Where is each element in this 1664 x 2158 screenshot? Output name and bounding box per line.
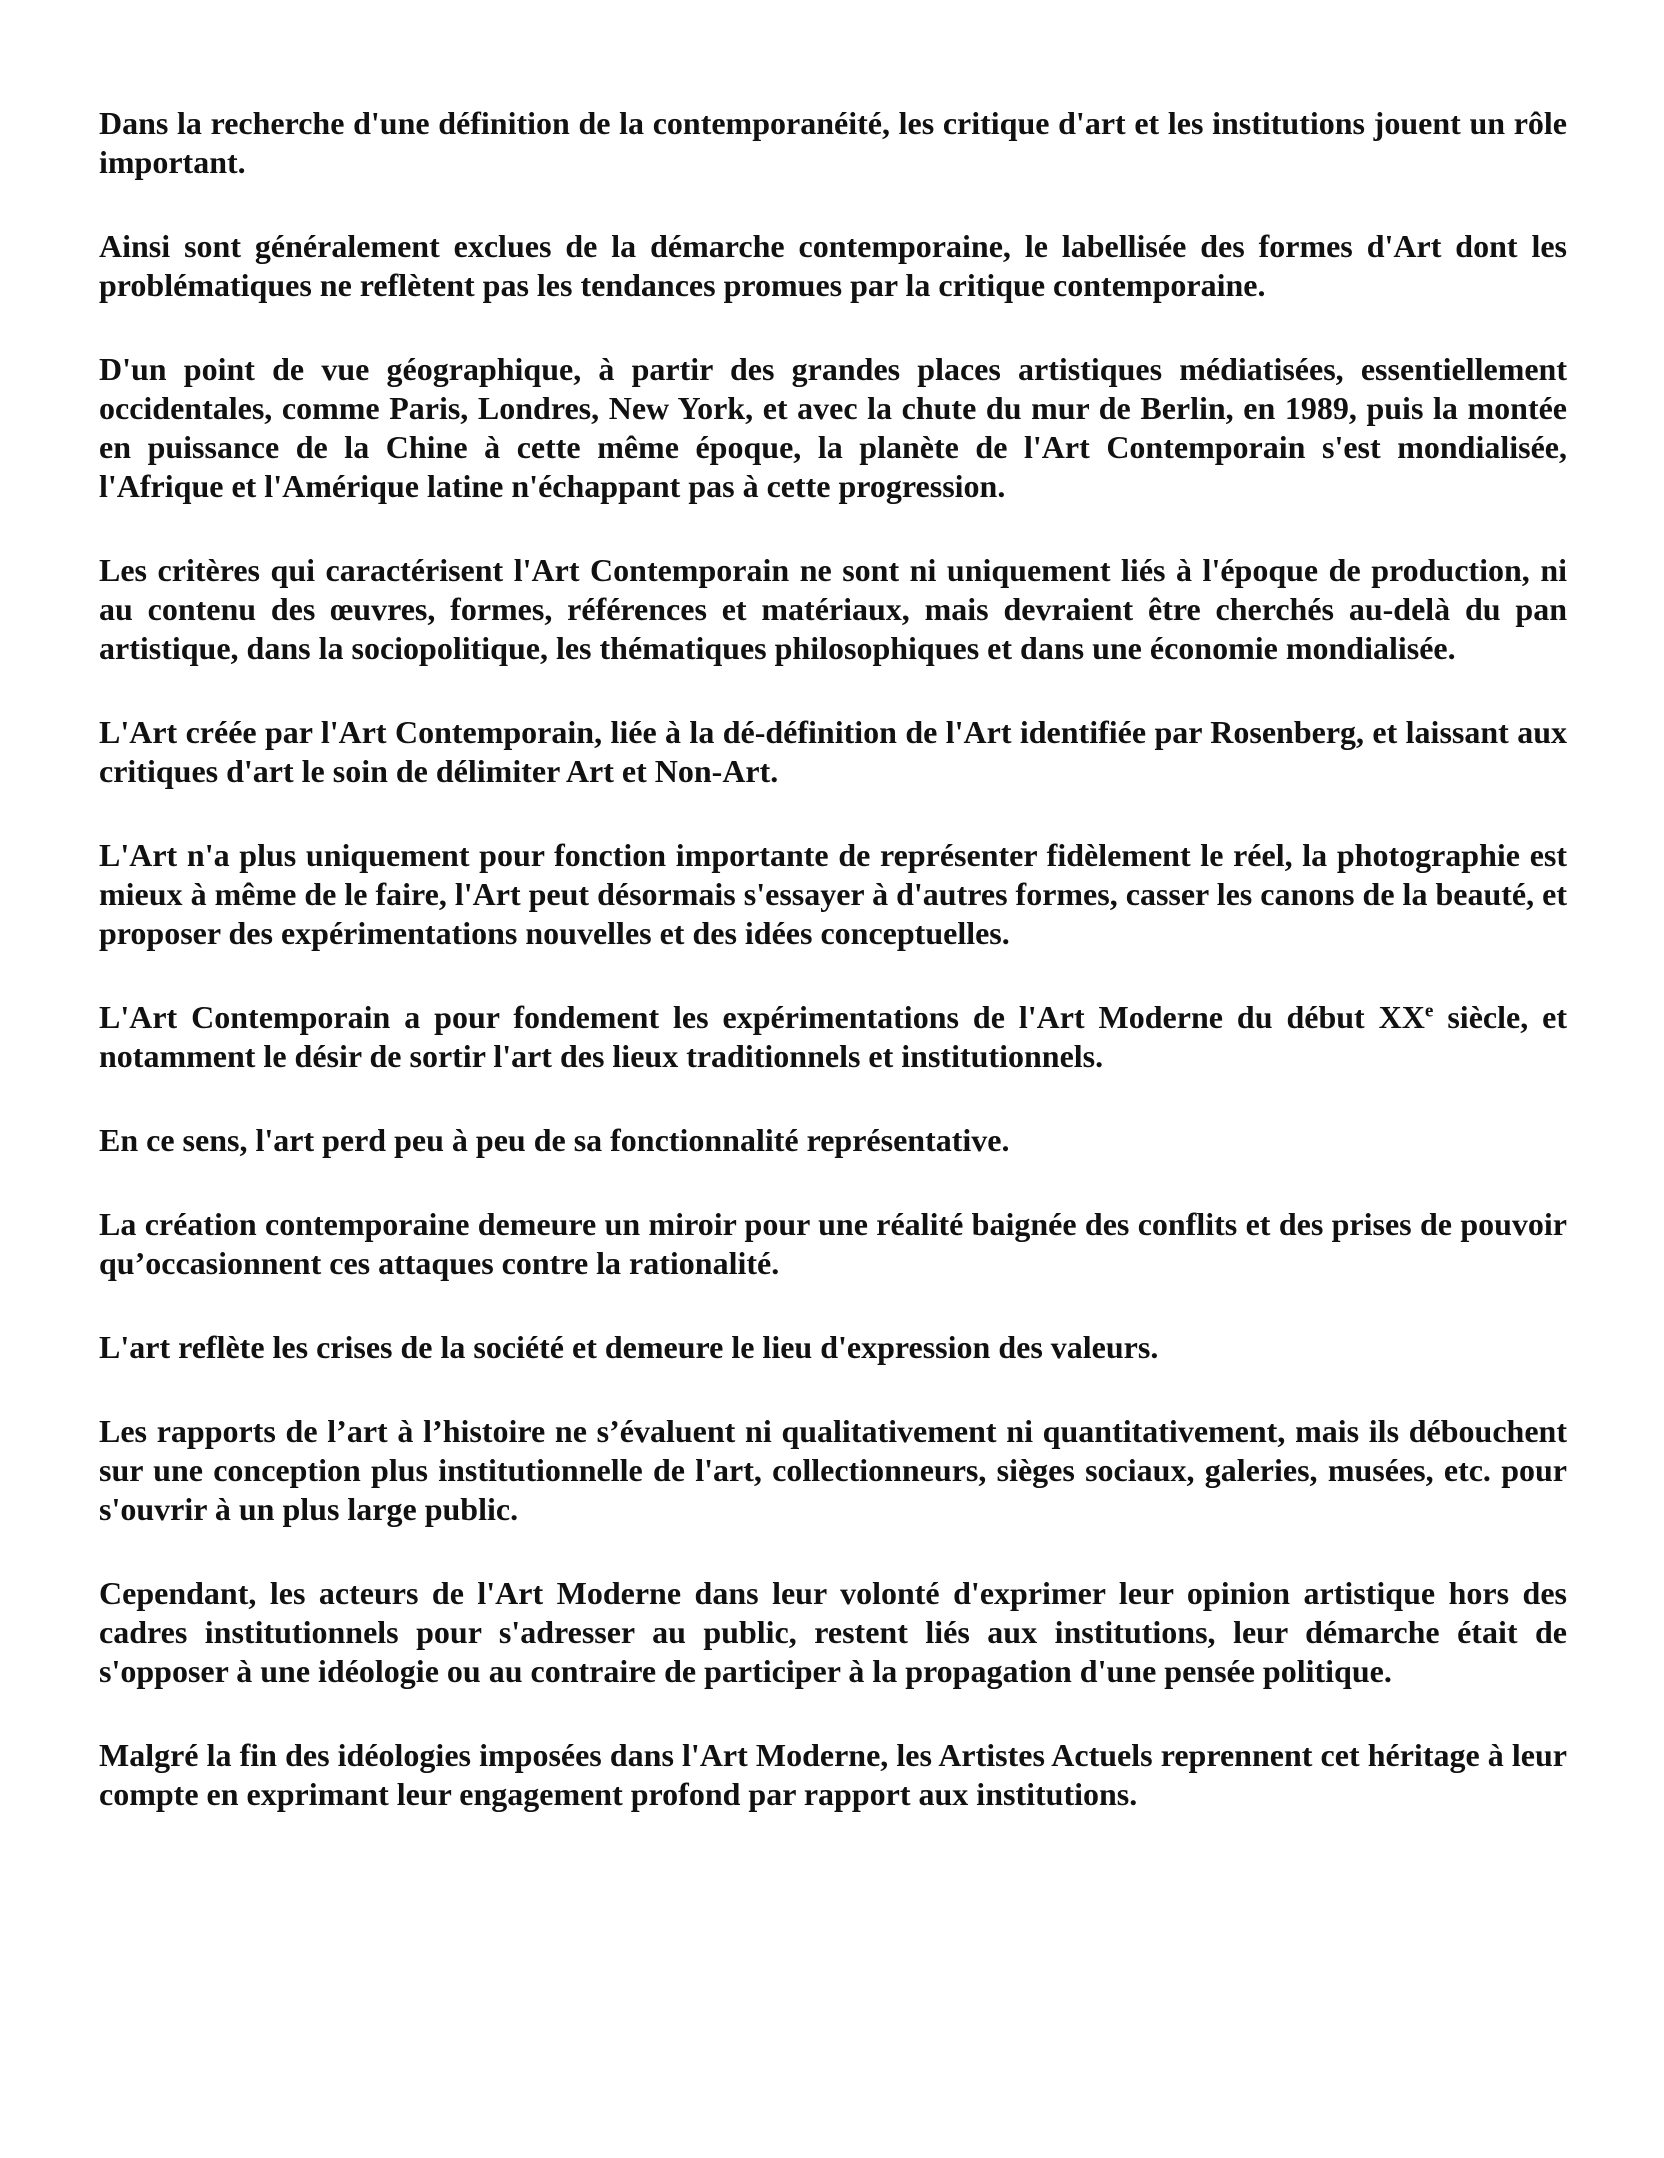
paragraph: Les critères qui caractérisent l'Art Contemporain ne sont ni uniquement liés à l'époque de production, ni au contenu des œuvres, formes, références et matériaux, mais devraient être cherchés au-delà du pan artistique, dans la sociopolitique, les thématiques philosophiques et dans une économie mondialisée. bbox=[99, 552, 1567, 666]
document-body bbox=[99, 104, 1567, 1814]
paragraph: L'Art n'a plus uniquement pour fonction importante de représenter fidèlement le réel, la photographie est mieux à même de le faire, l'Art peut désormais s'essayer à d'autres formes, casser les canons de la beauté, et proposer des expérimentations nouvelles et des idées conceptuelles. bbox=[99, 837, 1567, 951]
paragraph-text: L'Art Contemporain a pour fondement les expérimentations de l'Art Moderne du début XX bbox=[99, 999, 1425, 1035]
paragraph: Les rapports de l’art à l’histoire ne s’évaluent ni qualitativement ni quantitativement, mais ils débouchent sur une conception plus institutionnelle de l'art, collectionneurs, sièges sociaux, galeries, musées, etc. pour s'ouvrir à un plus large public. bbox=[99, 1413, 1567, 1527]
paragraph: Malgré la fin des idéologies imposées dans l'Art Moderne, les Artistes Actuels reprennent cet héritage à leur compte en exprimant leur engagement profond par rapport aux institutions. bbox=[99, 1737, 1567, 1812]
paragraph bbox=[99, 998, 1567, 1076]
paragraph: D'un point de vue géographique, à partir des grandes places artistiques médiatisées, essentiellement occidentales, comme Paris, Londres, New York, et avec la chute du mur de Berlin, en 1989, puis la montée en puissance de la Chine à cette même époque, la planète de l'Art Contemporain s'est mondialisée, l'Afrique et l'Amérique latine n'échappant pas à cette progression. bbox=[99, 351, 1567, 504]
paragraph: Cependant, les acteurs de l'Art Moderne dans leur volonté d'exprimer leur opinion artistique hors des cadres institutionnels pour s'adresser au public, restent liés aux institutions, leur démarche était de s'opposer à une idéologie ou au contraire de participer à la propagation d'une pensée politique. bbox=[99, 1575, 1567, 1689]
paragraph: Ainsi sont généralement exclues de la démarche contemporaine, le labellisée des formes d'Art dont les problématiques ne reflètent pas les tendances promues par la critique contemporaine. bbox=[99, 228, 1567, 303]
paragraph: En ce sens, l'art perd peu à peu de sa fonctionnalité représentative. bbox=[99, 1122, 1010, 1158]
paragraph: L'art reflète les crises de la société et demeure le lieu d'expression des valeurs. bbox=[99, 1329, 1159, 1365]
paragraph: Dans la recherche d'une définition de la contemporanéité, les critique d'art et les institutions jouent un rôle important. bbox=[99, 105, 1567, 180]
paragraph: La création contemporaine demeure un miroir pour une réalité baignée des conflits et des prises de pouvoir qu’occasionnent ces attaques contre la rationalité. bbox=[99, 1206, 1567, 1281]
century-superscript: e bbox=[1424, 1000, 1434, 1022]
paragraph-text: siècle, et notamment le désir de sortir l'art des lieux traditionnels et institutionnels. bbox=[99, 999, 1568, 1074]
paragraph: L'Art créée par l'Art Contemporain, liée à la dé-définition de l'Art identifiée par Rosenberg, et laissant aux critiques d'art le soin de délimiter Art et Non-Art. bbox=[99, 714, 1567, 789]
